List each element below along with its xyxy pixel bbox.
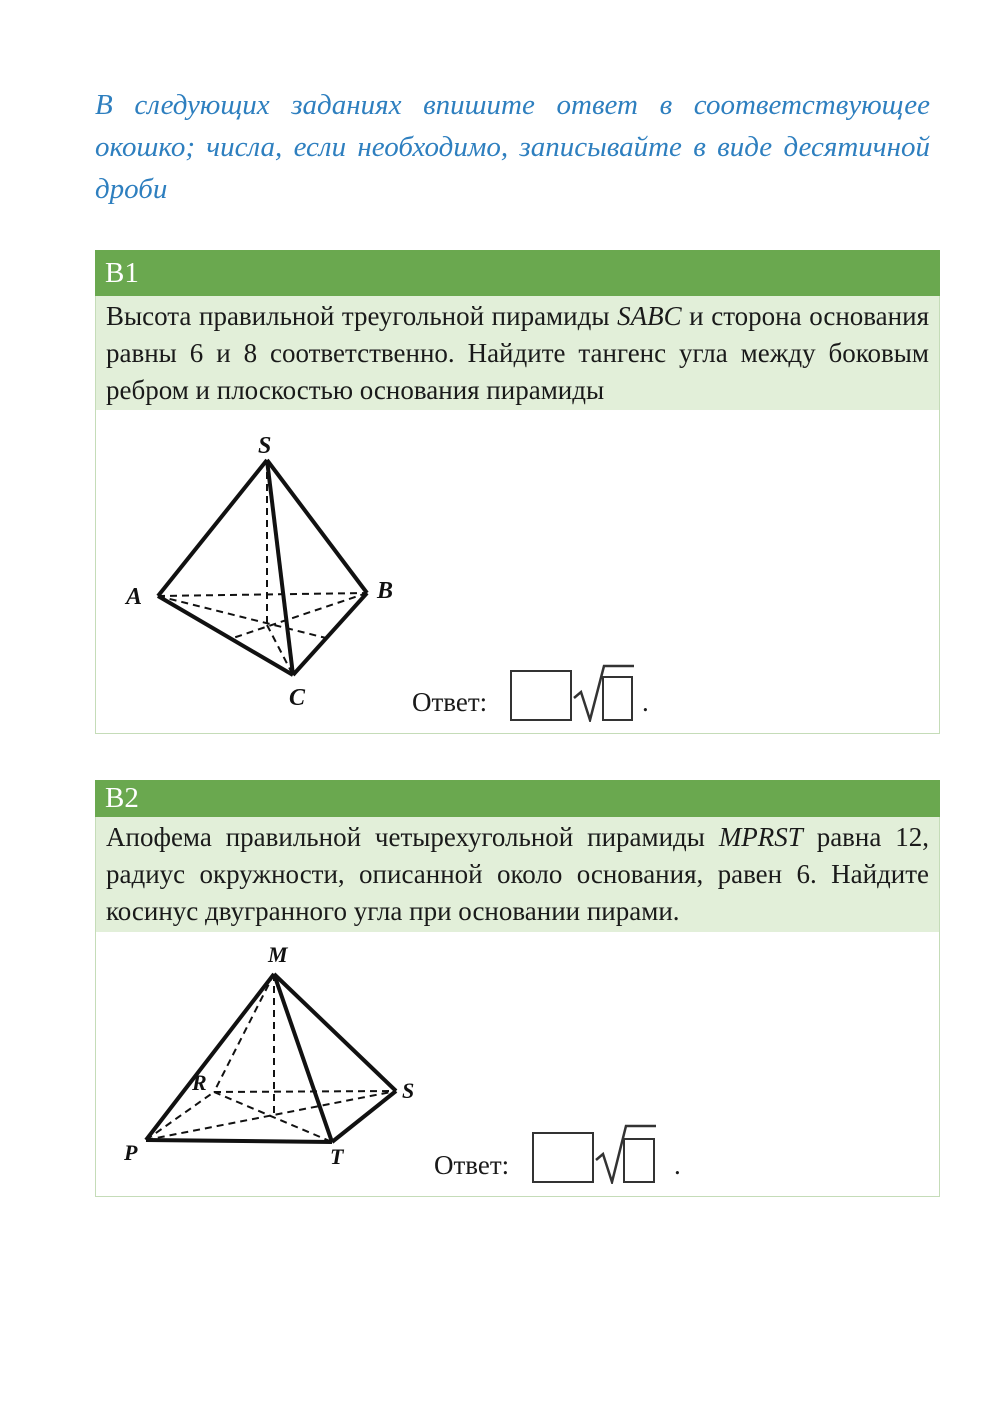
median-a [158, 596, 326, 638]
label-c: C [289, 685, 306, 711]
task-b2-pyramid-name: MPRST [718, 822, 803, 852]
task-b1-text-after: и сторона основания равны 6 и 8 соответственно. Найдите тангенс угла между боковым ребром и плоскостью основания пирамиды [106, 301, 929, 405]
label-m: M [268, 942, 288, 967]
task-b1 [95, 250, 940, 734]
label-s: S [258, 433, 272, 459]
pyramid-mprst-diagram [96, 932, 436, 1196]
edge-rs-hidden [214, 1091, 396, 1092]
task-b1-answer-coefficient-input[interactable] [510, 670, 572, 721]
task-b1-answer-radicand-input[interactable] [602, 676, 633, 721]
task-b2-answer-label: Ответ: [434, 1150, 510, 1180]
edge-sa [158, 460, 267, 596]
label-a: A [126, 584, 143, 610]
edge-ac [158, 596, 293, 675]
task-b2 [95, 780, 940, 1197]
task-b1-text [95, 296, 940, 410]
task-b2-text-after: равна 12, радиус окружности, описанной около основания, равен 6. Найдите косинус двугранного угла при основании пирами. [106, 822, 929, 926]
edge-pt [146, 1140, 332, 1142]
task-b2-answer-radicand-input[interactable] [623, 1138, 655, 1183]
task-b1-answer-dot: . [642, 687, 649, 717]
task-b2-header: B2 [95, 780, 940, 817]
label-r: R [192, 1070, 207, 1095]
task-b1-text-before: Высота правильной треугольной пирамиды [106, 301, 618, 331]
instructions: В следующих заданиях впишите ответ в соответствующее окошко; числа, если необходимо, записывайте в виде десятичной дроби [95, 89, 930, 205]
edge-ts [332, 1091, 396, 1142]
edge-pr-hidden [146, 1092, 214, 1140]
pyramid-sabc-diagram [96, 410, 416, 730]
label-t: T [330, 1144, 344, 1169]
label-s: S [402, 1078, 415, 1103]
task-b2-answer-dot: . [674, 1150, 681, 1180]
edge-ab-hidden [158, 593, 367, 596]
task-b1-header: B1 [95, 250, 940, 296]
task-b2-answer-coefficient-input[interactable] [532, 1132, 594, 1183]
task-b1-pyramid-name: SABC [617, 301, 682, 331]
task-b2-text-before: Апофема правильной четырехугольной пирамиды [106, 822, 719, 852]
task-b1-figure-area [95, 410, 940, 734]
task-b2-text [95, 817, 940, 932]
edge-mp [146, 974, 274, 1140]
edge-mr-hidden [214, 974, 274, 1092]
label-p: P [124, 1140, 138, 1165]
label-b: B [377, 578, 394, 604]
task-b1-answer-label: Ответ: [412, 687, 488, 717]
task-b2-figure-area [95, 932, 940, 1197]
